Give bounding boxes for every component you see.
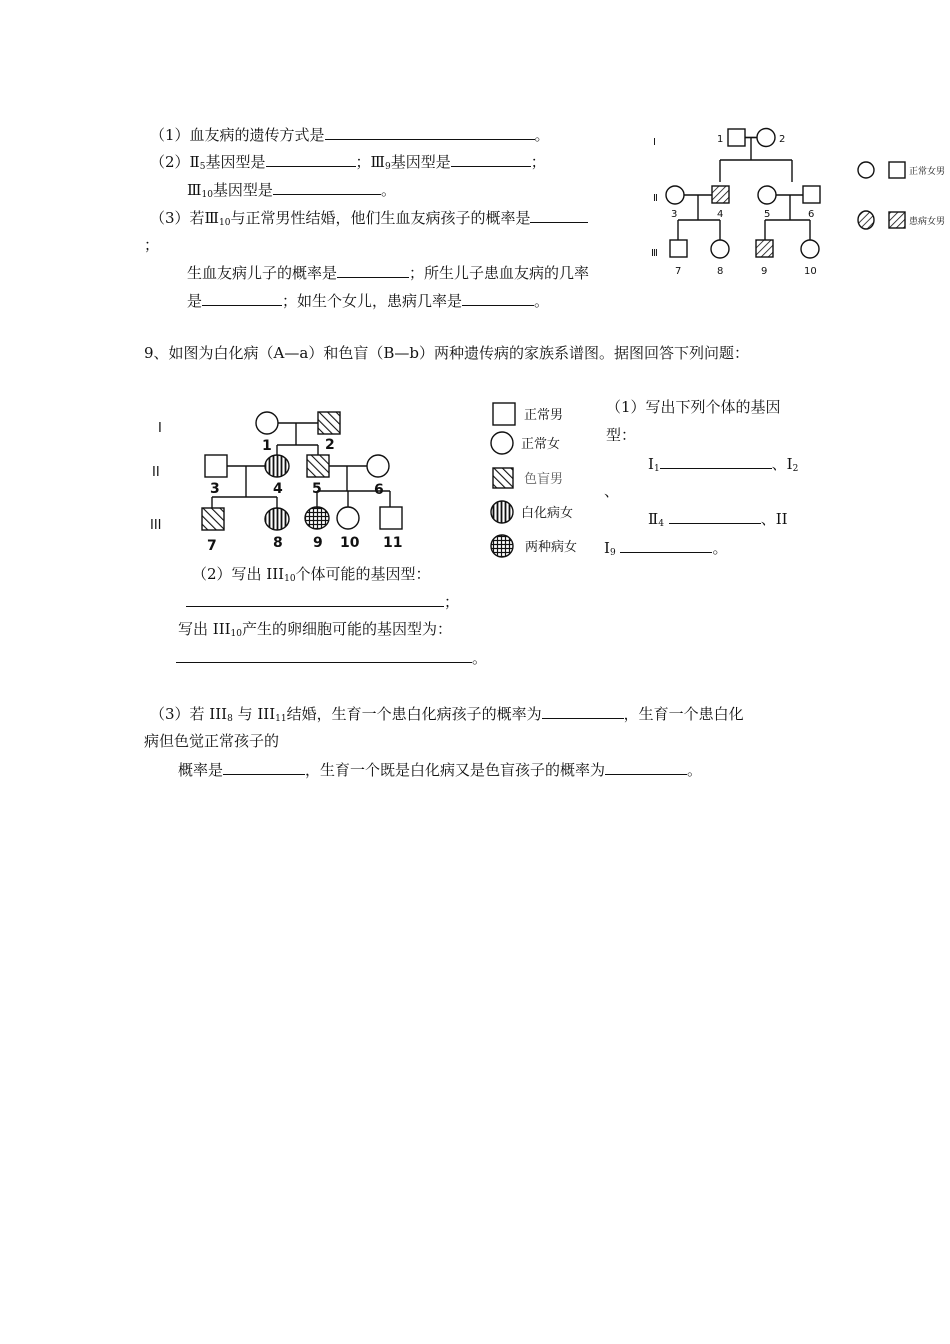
q9-p1-line-1: （1）写出下列个体的基因 <box>606 398 781 416</box>
q9-intro: 9、如图为白化病（A—a）和色盲（B—b）两种遗传病的家族系谱图。据图回答下列问题： <box>144 344 749 362</box>
answer-blank[interactable] <box>462 291 534 306</box>
p2-individual-7 <box>202 508 224 530</box>
q9-p2-line-4: 。 <box>176 648 487 667</box>
p2-individual-3 <box>205 455 227 477</box>
p1-number-9: 9 <box>761 266 768 277</box>
p1-number-1: 1 <box>717 134 724 145</box>
p2-legend-both-female <box>491 535 513 557</box>
answer-blank[interactable] <box>620 538 712 553</box>
q9-p3-line-1: （3）若 $III_8$ 与 $III_{11}$结婚，生育一个患白化病孩子的概率为 ，生育一个患白化 <box>150 705 744 724</box>
p1-legend-affected-circle <box>858 211 874 229</box>
p2-individual-2 <box>318 412 340 434</box>
q8-line-4b: ； <box>144 236 160 254</box>
p2-number-9: 9 <box>313 535 323 551</box>
p1-gen-label-II: Ⅱ <box>653 193 658 204</box>
q9-p1-line-5: $Ⅱ_4$ 、II <box>648 510 788 529</box>
p1-number-3: 3 <box>671 209 678 220</box>
p2-legend-colorblind-male <box>493 468 513 488</box>
p2-individual-10 <box>337 507 359 529</box>
p1-individual-3 <box>666 186 684 204</box>
q9-p3-line-2: 病但色觉正常孩子的 <box>144 732 280 750</box>
answer-blank[interactable] <box>337 263 409 278</box>
q8-line-5: 生血友病儿子的概率是 ；所生儿子患血友病的几率 <box>187 264 590 282</box>
q8-line-4: （3）若$Ⅲ_{10}$与正常男性结婚，他们生血友病孩子的概率是 <box>150 208 588 232</box>
p1-legend-normal-label: 正常女男 <box>909 167 946 177</box>
p1-legend-normal-square <box>889 162 905 178</box>
answer-blank[interactable] <box>451 152 531 167</box>
q9-p2-line-1: （2）写出 $III_{10}$个体可能的基因型： <box>192 565 431 584</box>
q9-p1-line-2: 型： <box>606 426 637 444</box>
p1-number-6: 6 <box>808 209 815 220</box>
p2-number-7: 7 <box>207 538 217 554</box>
p1-individual-6 <box>803 186 820 203</box>
pedigree-2-diagram <box>140 395 610 580</box>
p1-number-10: 10 <box>804 266 817 277</box>
answer-blank[interactable] <box>530 208 588 223</box>
p2-individual-9 <box>305 507 329 529</box>
answer-blank[interactable] <box>325 125 535 140</box>
p1-number-2: 2 <box>779 134 786 145</box>
p2-legend-label-normal-female: 正常女 <box>521 437 561 452</box>
p1-individual-8 <box>711 240 729 258</box>
p2-legend-normal-female <box>491 432 513 454</box>
p1-number-7: 7 <box>675 266 682 277</box>
p2-number-5: 5 <box>312 481 322 497</box>
p2-number-8: 8 <box>273 535 283 551</box>
answer-blank[interactable] <box>223 760 305 775</box>
p2-gen-label-II: II <box>152 465 160 480</box>
p1-number-8: 8 <box>717 266 724 277</box>
q9-p1-line-4: 、 <box>604 482 620 500</box>
q8-line-2: $(2)Ⅱ_5$基因型是 ；$Ⅲ_9$基因型是 ； <box>150 153 546 172</box>
p1-individual-10 <box>801 240 819 258</box>
p2-legend-albino-female <box>491 501 513 523</box>
q8-line-6: 是 ；如生个女儿，患病几率是 。 <box>187 292 550 310</box>
q8-line-1: （1）血友病的遗传方式是 。 <box>150 126 550 144</box>
p2-gen-label-III: III <box>150 518 162 533</box>
p1-individual-2 <box>757 129 775 147</box>
p1-individual-7 <box>670 240 687 257</box>
q9-p2-line-3: 写出 $III_{10}$产生的卵细胞可能的基因型为： <box>178 620 453 639</box>
answer-blank[interactable] <box>266 152 356 167</box>
p1-individual-9 <box>756 240 773 257</box>
p2-individual-6 <box>367 455 389 477</box>
pedigree-1-diagram <box>645 118 950 288</box>
answer-blank[interactable] <box>273 180 381 195</box>
p1-individual-4 <box>712 186 729 203</box>
q9-p3-line-3: 概率是 ，生育一个既是白化病又是色盲孩子的概率为 。 <box>178 761 703 779</box>
p1-legend-affected-label: 患病女男 <box>909 217 946 227</box>
p2-legend-normal-male <box>493 403 515 425</box>
answer-blank[interactable] <box>186 592 444 607</box>
p1-legend-affected-square <box>889 212 905 228</box>
p2-number-11: 11 <box>383 535 403 551</box>
p2-legend-label-albino-female: 白化病女 <box>521 506 574 521</box>
p2-individual-4 <box>265 455 289 477</box>
answer-blank[interactable] <box>669 509 761 524</box>
p2-gen-label-I: I <box>158 421 162 436</box>
p1-legend-normal-circle <box>858 162 874 178</box>
answer-blank[interactable] <box>542 704 624 719</box>
p2-legend-label-normal-male: 正常男 <box>524 408 564 423</box>
q9-p2-line-2: ； <box>186 592 459 611</box>
p2-number-3: 3 <box>210 481 220 497</box>
p1-number-5: 5 <box>764 209 771 220</box>
p2-number-6: 6 <box>374 482 384 498</box>
p2-number-2: 2 <box>325 437 335 453</box>
p2-number-1: 1 <box>262 438 272 454</box>
p2-individual-1 <box>256 412 278 434</box>
answer-blank[interactable] <box>660 454 772 469</box>
q8-line-3: $Ⅲ_{10}$基因型是 。 <box>187 181 396 200</box>
p2-legend-label-both-female: 两种病女 <box>525 540 578 555</box>
p1-gen-label-III: Ⅲ <box>651 248 658 259</box>
p2-individual-8 <box>265 508 289 530</box>
p2-number-10: 10 <box>340 535 360 551</box>
answer-blank[interactable] <box>605 760 687 775</box>
q9-p1-line-3: $I_1$ 、$I_2$ <box>648 455 799 474</box>
p1-individual-5 <box>758 186 776 204</box>
answer-blank[interactable] <box>202 291 282 306</box>
p1-gen-label-I: I <box>653 137 656 148</box>
p2-individual-5 <box>307 455 329 477</box>
p1-individual-1 <box>728 129 745 146</box>
q9-p1-line-6: $I_9$ 。 <box>604 539 728 558</box>
p2-number-4: 4 <box>273 481 283 497</box>
p2-individual-11 <box>380 507 402 529</box>
p1-number-4: 4 <box>717 209 724 220</box>
answer-blank[interactable] <box>176 648 472 663</box>
p2-legend-label-colorblind-male: 色盲男 <box>524 472 564 487</box>
